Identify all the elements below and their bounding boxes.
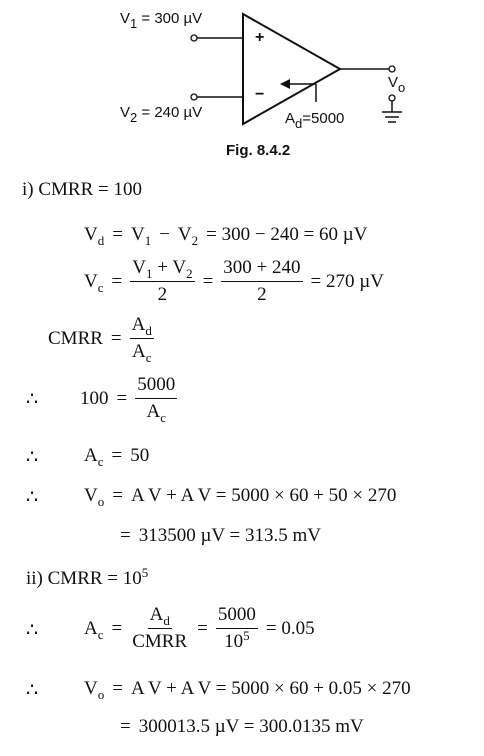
therefore-3: ∴ xyxy=(26,487,39,508)
vc-fraction-2: $\frac{300 + 240}{2}$ xyxy=(223,257,301,305)
therefore-5: ∴ xyxy=(26,680,39,701)
vo-terminal xyxy=(389,66,395,72)
vd-equation: $V_d$ = $V_1$ − $V_2$ = 300 − 240 = 60 µV xyxy=(84,224,368,248)
part2-heading: ii) CMRR = $10^5$ xyxy=(26,565,149,589)
vc-fraction-1: $\frac{V_1 + V_2}{2}$ xyxy=(132,257,193,305)
part1-heading: i) CMRR = 100 xyxy=(22,179,142,200)
step-100-fraction: $\frac{5000}{A_c}$ xyxy=(137,374,176,425)
ad-label: $A_d=5000$ xyxy=(285,110,345,131)
vo-label: $V_o$ xyxy=(388,74,406,95)
therefore-1: ∴ xyxy=(26,389,39,410)
v1-terminal xyxy=(191,35,197,41)
minus-sign: − xyxy=(255,86,265,103)
gain-arrow-head xyxy=(280,79,290,89)
ac2-fraction-1: $\frac{A_d}{\text{CMRR}}$ xyxy=(132,604,188,652)
v1-label: $V_1 = 300$ µV xyxy=(120,10,203,31)
figure-caption: Fig. 8.4.2 xyxy=(226,142,291,159)
vo-result: = 313500 µV = 313.5 mV xyxy=(120,525,322,546)
cmrr-fraction: $\frac{A_d}{A_c}$ xyxy=(131,314,152,365)
vo-equation: $V_o$ = A V + A V = 5000 × 60 + 50 × 270 xyxy=(84,485,397,509)
plus-sign: + xyxy=(255,29,265,46)
ac2-equation: $A_c$ = $\frac{A_d}{\text{CMRR}}$ = $\frac{5000}{10^5}$ = 0.05 xyxy=(84,604,315,652)
vo2-equation: $V_o$ = A V + A V = 5000 × 60 + 0.05 × 270 xyxy=(84,678,411,702)
op-amp-diagram xyxy=(0,0,484,140)
vo2-result: = 300013.5 µV = 300.0135 mV xyxy=(120,716,364,737)
therefore-2: ∴ xyxy=(26,447,39,468)
cmrr-definition: CMRR = $\frac{A_d}{A_c}$ xyxy=(48,314,152,365)
vc-equation: $V_c$ = $\frac{V_1 + V_2}{2}$ = $\frac{300 + 240}{2}$ = 270 µV xyxy=(84,257,384,305)
v2-terminal xyxy=(191,94,197,100)
ac2-fraction-2: $\frac{5000}{10^5}$ xyxy=(217,604,256,652)
therefore-4: ∴ xyxy=(26,620,39,641)
step-100-equation: 100 = $\frac{5000}{A_c}$ xyxy=(80,374,176,425)
v2-label: $V_2 = 240$ µV xyxy=(120,104,203,125)
op-amp-figure xyxy=(0,0,484,170)
vo-ground-terminal xyxy=(389,95,395,101)
ac-equation: $A_c$ = 50 xyxy=(84,445,150,469)
